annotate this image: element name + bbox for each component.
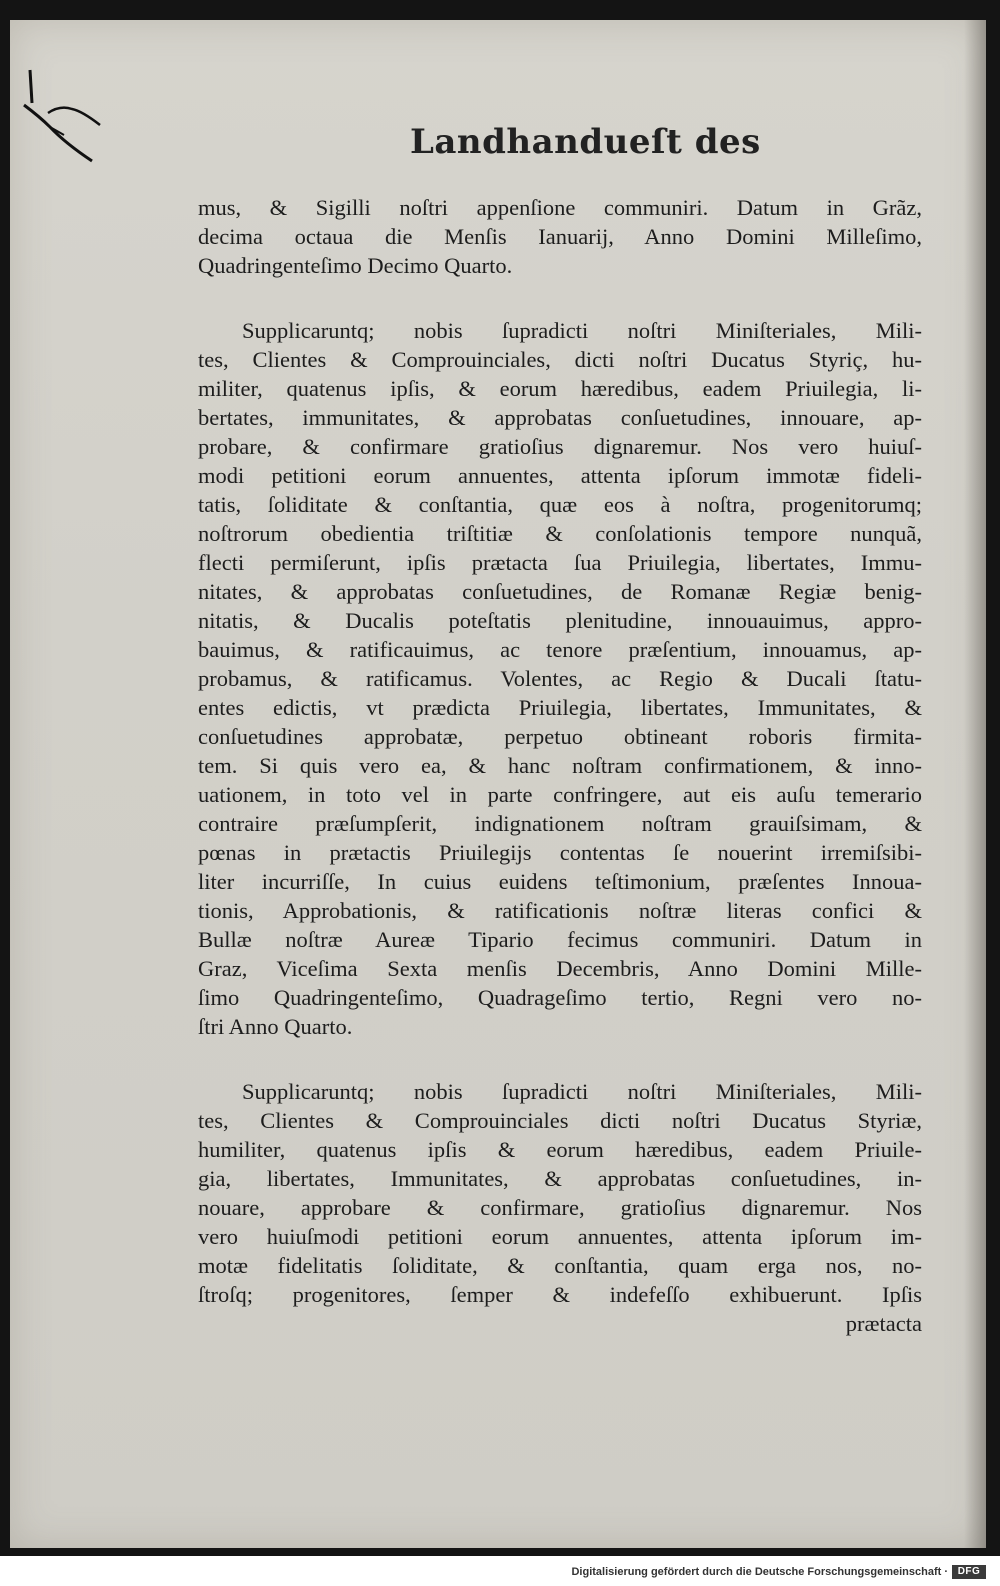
text-line: contraire præſumpſerit, indignationem noſtram grauiſsimam, & — [198, 811, 922, 836]
text-line: Graz, Viceſima Sexta menſis Decembris, Anno Domini Mille- — [198, 956, 922, 981]
text-line: liter incurriſſe, In cuius euidens teſtimonium, præſentes Innoua- — [198, 869, 922, 894]
text-line: ſtri Anno Quarto. — [198, 1014, 353, 1039]
ink-mark-icon — [20, 65, 110, 165]
catchword: prætacta — [845, 1311, 922, 1336]
text-line: bertates, immunitates, & approbatas conſuetudines, innouare, ap- — [198, 405, 922, 430]
text-line: flecti permiſerunt, ipſis prætacta ſua Priuilegia, libertates, Immu- — [198, 550, 922, 575]
text-line: probamus, & ratificamus. Volentes, ac Regio & Ducali ſtatu- — [198, 666, 922, 691]
paragraph-2 — [198, 316, 922, 1041]
text-line: nitatis, & Ducalis poteſtatis plenitudine, innouauimus, appro- — [198, 608, 922, 633]
text-line: tatis, ſoliditate & conſtantia, quæ eos à noſtra, progenitorumq; — [198, 492, 922, 517]
text-line: bauimus, & ratificauimus, ac tenore præſentium, innouamus, ap- — [198, 637, 922, 662]
text-line: decima octaua die Menſis Ianuarij, Anno Domini Milleſimo, — [198, 224, 922, 249]
text-line: tem. Si quis vero ea, & hanc noſtram confirmationem, & inno- — [198, 753, 922, 778]
text-line: motæ fidelitatis ſoliditate, & conſtantia, quam erga nos, no- — [198, 1253, 922, 1278]
text-line: pœnas in prætactis Priuilegijs contentas ſe nouerint irremiſsibi- — [198, 840, 922, 865]
paragraph-3 — [198, 1077, 922, 1338]
text-line: tes, Clientes & Comprouinciales, dicti noſtri Ducatus Styriç, hu- — [198, 347, 922, 372]
text-line: tes, Clientes & Comprouinciales dicti noſtri Ducatus Styriæ, — [198, 1108, 922, 1133]
text-line: noſtrorum obedientia triſtitiæ & conſolationis tempore nunquã, — [198, 521, 922, 546]
page-edge-shadow — [964, 20, 986, 1548]
dfg-logo-icon: DFG — [952, 1565, 986, 1579]
text-line: conſuetudines approbatæ, perpetuo obtineant roboris firmita- — [198, 724, 922, 749]
text-line: ſimo Quadringenteſimo, Quadrageſimo tertio, Regni vero no- — [198, 985, 922, 1010]
text-line: gia, libertates, Immunitates, & approbatas conſuetudines, in- — [198, 1166, 922, 1191]
text-line: militer, quatenus ipſis, & eorum hæredibus, eadem Priuilegia, li- — [198, 376, 922, 401]
text-line: Bullæ noſtræ Aureæ Tipario fecimus communiri. Datum in — [198, 927, 922, 952]
text-line: Supplicaruntq; nobis ſupradicti noſtri Miniſteriales, Mili- — [242, 1079, 922, 1104]
paragraph-1 — [198, 193, 922, 280]
text-line: vero huiuſmodi petitioni eorum annuentes, attenta ipſorum im- — [198, 1224, 922, 1249]
text-line: entes edictis, vt prædicta Priuilegia, libertates, Immunitates, & — [198, 695, 922, 720]
text-line: humiliter, quatenus ipſis & eorum hæredibus, eadem Priuile- — [198, 1137, 922, 1162]
running-head: Landhandueſt des — [410, 122, 761, 162]
text-line: uationem, in toto vel in parte confringere, aut eis auſu temerario — [198, 782, 922, 807]
text-line: Quadringenteſimo Decimo Quarto. — [198, 253, 513, 278]
text-line: ſtroſq; progenitores, ſemper & indefeſſo exhibuerunt. Ipſis — [198, 1282, 922, 1307]
document-body — [198, 193, 922, 1338]
text-line: Supplicaruntq; nobis ſupradicti noſtri Miniſteriales, Mili- — [242, 318, 922, 343]
text-line: tionis, Approbationis, & ratificationis noſtræ literas confici & — [198, 898, 922, 923]
text-line: modi petitioni eorum annuentes, attenta ipſorum immotæ fideli- — [198, 463, 922, 488]
text-line: mus, & Sigilli noſtri appenſione communiri. Datum in Grãz, — [198, 195, 922, 220]
funding-credit: Digitalisierung gefördert durch die Deutsche Forschungsgemeinschaft · — [571, 1566, 948, 1578]
text-line: nitates, & approbatas conſuetudines, de Romanæ Regiæ benig- — [198, 579, 922, 604]
text-line: nouare, approbare & confirmare, gratioſius dignaremur. Nos — [198, 1195, 922, 1220]
text-line: probare, & confirmare gratioſius dignaremur. Nos vero huiuſ- — [198, 434, 922, 459]
